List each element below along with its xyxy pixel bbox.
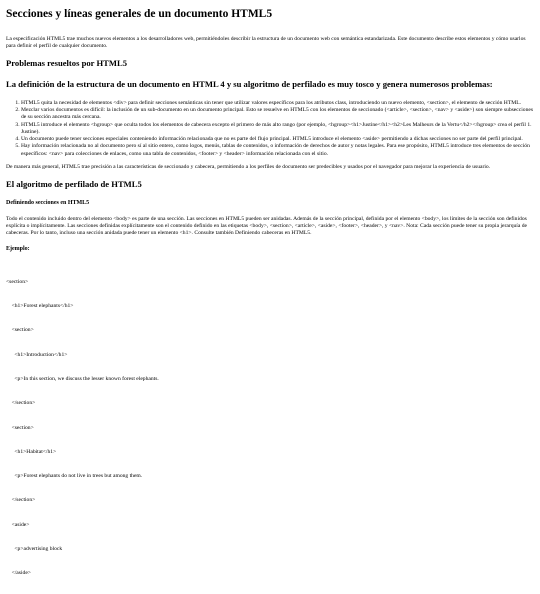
example-label: Ejemplo:	[6, 245, 30, 252]
list-item: 3. HTML5 introduce el elemento <hgroup> que oculta todos los elementos de cabecera excepto el primero de más alto rango (por ejemplo, <hgroup><h1>Justine</h1><h2>Les Malheurs de la Vertu</h2></hgroup> crea el perfil 1. Justine).	[21, 122, 534, 137]
code-line: <section>	[6, 424, 34, 431]
section-subheading-problems: La definición de la estructura de un documento en HTML 4 y su algoritmo de perfilado es muy tosco y genera numerosos problemas:	[6, 79, 493, 90]
list-item: 2. Mezclar varios documentos es difícil: la inclusión de un sub-documento en un documento principal. Esto se resuelve en HTML5 con los elementos de seccionado (<article>, <section>, <nav> y <aside>) son siempre subsecciones de su sección ancestra más cercana.	[21, 107, 534, 122]
code-line: <h1>Introduction</h1>	[6, 351, 68, 358]
code-example	[6, 261, 534, 593]
section-heading-algorithm: El algoritmo de perfilado de HTML5	[6, 179, 142, 190]
code-line: </section>	[6, 497, 36, 504]
section-subheading-defining: Definiendo secciones en HTML5	[6, 199, 90, 206]
code-line: <p>In this section, we discuss the lesser known forest elephants.	[6, 375, 159, 382]
list-item: 5. Hay información relacionada no al documento pero sí al sitio entero, como logos, menús, tablas de contenidos, o información de derechos de autor y notas legales. Para ese propósito, HTML5 introduce tres elementos de sección específicos: <nav> para colecciones de enlaces, como una tabla de contenidos, <footer> y <header> información relacionada con el sitio.	[21, 143, 534, 158]
code-line: <section>	[6, 278, 29, 285]
closing-paragraph: De manera más general, HTML5 trae precisión a las características de seccionado y cabecera, permitiendo a los perfiles de documento ser predecibles y usados por el navegador para mejorar la experiencia de usuario.	[6, 163, 491, 170]
page-title: Secciones y líneas generales de un documento HTML5	[6, 8, 273, 20]
intro-paragraph: La especificación HTML5 trae muchos nuevos elementos a los desarrolladores web, permitiéndoles describir la estructura de un documento web con semántica estandarizada. Este documento describe estos elementos y cómo usarlos para definir el perfil de cualquier documento.	[6, 35, 526, 50]
code-line: <aside>	[6, 521, 30, 528]
code-line: <h1>Forest elephants</h1>	[6, 302, 74, 309]
list-item: 1. HTML5 quita la necesidad de elementos <div> para definir secciones semánticas sin tener que utilizar valores específicos para los atributos class, introduciendo un nuevo elemento, <section>, el elemento de sección HTML.	[21, 100, 534, 107]
code-line: </aside>	[6, 570, 31, 577]
code-line: </section>	[6, 400, 36, 407]
code-line: <section>	[6, 327, 34, 334]
list-item: 4. Un documento puede tener secciones especiales conteniendo información relacionada que no es parte del flujo principal. HTML5 introduce el elemento <aside> permitiendo a dichas secciones no ser parte del perfil principal.	[21, 136, 534, 143]
code-line: <p>advertising block	[6, 546, 63, 553]
code-line: <p>Forest elephants do not live in trees but among them.	[6, 473, 143, 480]
section-heading-problems: Problemas resueltos por HTML5	[6, 58, 128, 69]
code-line: <h1>Habitat</h1>	[6, 448, 57, 455]
algorithm-paragraph: Todo el contenido incluido dentro del elemento <body> es parte de una sección. Las secciones en HTML5 pueden ser anidadas. Además de la sección principal, definida por el elemento <body>, los límites de la sección son definidos explícita o implícitamente. Las secciones definidas explícitamente son el contenido definido en las etiquetas <body>, <section>, <article>, <aside>, <footer>, <header>, y <nav>. Nota: Cada sección puede tener su propia jerarquía de cabeceras. Por lo tanto, incluso una sección anidada puede tener un elemento <h1>. Consulte también Definiendo cabeceras en HTML5.	[6, 215, 528, 237]
problems-list	[6, 100, 534, 158]
